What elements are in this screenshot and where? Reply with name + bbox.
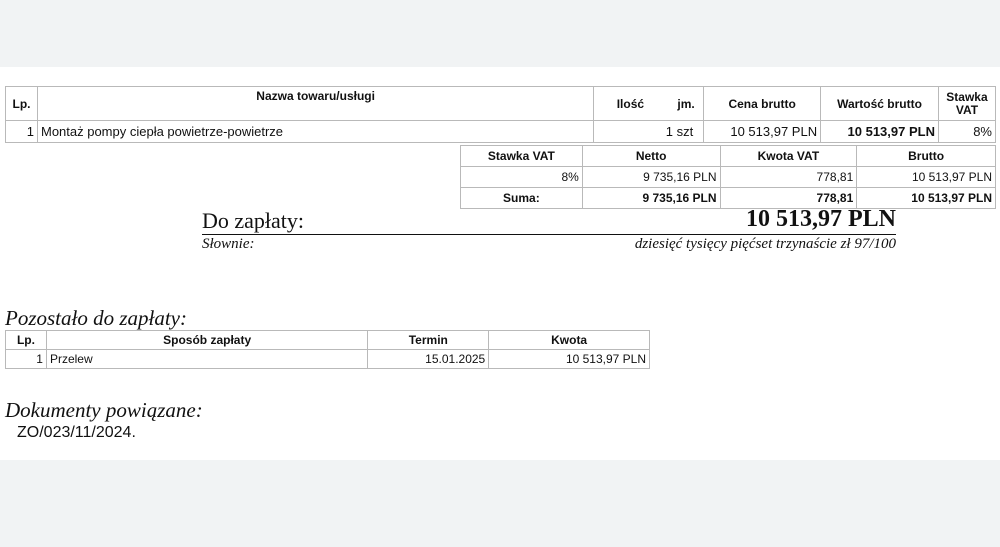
row-name: Montaż pompy ciepła powietrze-powietrze [37,121,593,143]
vat-header-row [461,146,996,167]
vat-sum-label: Suma: [461,188,583,209]
to-pay-divider [202,234,896,235]
to-pay-label: Do zapłaty: [202,208,305,233]
remaining-header-row [6,331,650,350]
vat-sum-gross: 10 513,97 PLN [857,188,996,209]
row-vat: 8% [938,121,995,143]
items-header-row [6,87,996,121]
vat-amount: 778,81 [720,167,857,188]
col-qty-unit-header [594,87,704,121]
remaining-due: 15.01.2025 [368,350,489,369]
col-price-header: Cena brutto [704,87,821,121]
remaining-due-header: Termin [368,331,489,350]
vat-net: 9 735,16 PLN [582,167,720,188]
col-vat-header-line1: Stawka [946,89,988,104]
remaining-lp-header: Lp. [6,331,47,350]
row-qty-unit [594,121,704,143]
row-value: 10 513,97 PLN [821,121,939,143]
table-row [6,121,996,143]
col-lp-header: Lp. [6,87,38,121]
col-unit-header: jm. [677,96,695,111]
col-value-header: Wartość brutto [821,87,939,121]
vat-sum-net: 9 735,16 PLN [582,188,720,209]
remaining-amount-header: Kwota [489,331,650,350]
remaining-amount: 10 513,97 PLN [489,350,650,369]
in-words-value: dziesięć tysięcy pięćset trzynaście zł 97/100 [634,236,896,252]
table-row [6,350,650,369]
vat-sum-row [461,188,996,209]
col-name-header: Nazwa towaru/usługi [37,87,593,121]
related-docs-title: Dokumenty powiązane: [5,398,203,422]
col-qty-header: Ilość [616,96,645,111]
remaining-title: Pozostało do zapłaty: [5,306,187,330]
remaining-table [5,330,650,369]
vat-summary-table [460,145,996,209]
remaining-lp: 1 [6,350,47,369]
row-price: 10 513,97 PLN [704,121,821,143]
row-qty: 1 [665,124,673,139]
row-lp: 1 [6,121,38,143]
table-row [461,167,996,188]
vat-rate-header: Stawka VAT [461,146,583,167]
row-unit: szt [676,124,694,139]
vat-sum-vat: 778,81 [720,188,857,209]
related-doc-item: ZO/023/11/2024. [17,424,136,441]
in-words-label: Słownie: [202,236,255,252]
vat-amount-header: Kwota VAT [720,146,857,167]
to-pay-amount: 10 513,97 PLN [746,206,896,232]
remaining-method-header: Sposób zapłaty [46,331,367,350]
col-vat-header [938,87,995,121]
col-vat-header-line2: VAT [955,102,979,117]
vat-net-header: Netto [582,146,720,167]
items-table [5,86,996,143]
vat-rate: 8% [461,167,583,188]
remaining-method: Przelew [46,350,367,369]
vat-gross-header: Brutto [857,146,996,167]
vat-gross: 10 513,97 PLN [857,167,996,188]
